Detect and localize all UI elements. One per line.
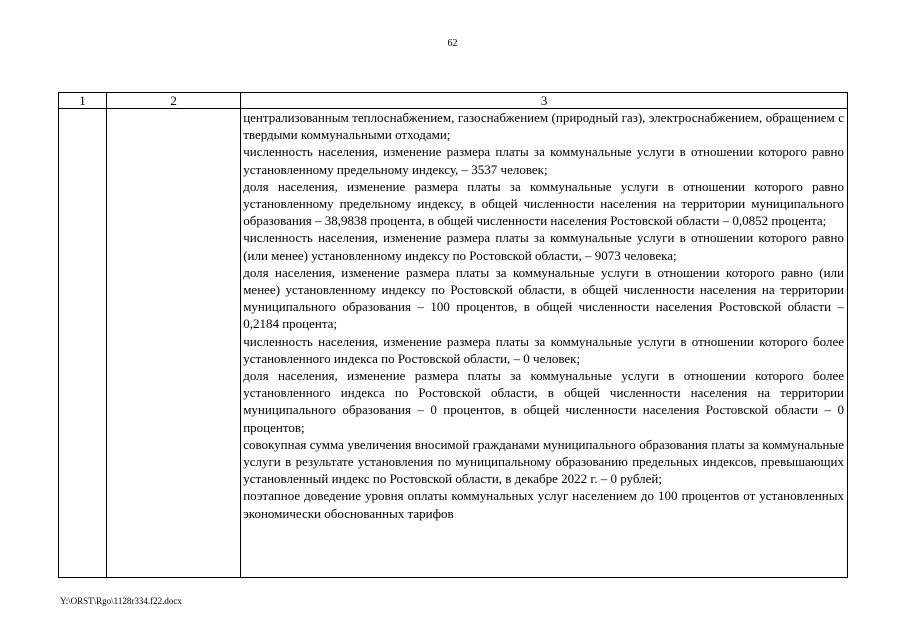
paragraph-8: совокупная сумма увеличения вносимой гражданами муниципального образования платы за коммунальные услуги в результате установления по муниципальному образованию предельных индексов, превышающих установленный индекс по Ростовской области, в декабре 2022 г. – 0 рублей; (243, 436, 844, 487)
paragraph-2: численность населения, изменение размера платы за коммунальные услуги в отношении которого равно установленному предельному индексу, – 3537 человек; (243, 144, 844, 177)
cell-col-1 (59, 109, 107, 578)
header-col-2: 2 (107, 93, 241, 109)
footer-file-path: Y:\ORST\Rgo\1128r334.f22.docx (60, 596, 182, 606)
paragraph-1: централизованным теплоснабжением, газоснабжением (природный газ), электроснабжением, обращением с твердыми коммунальными отходами; (243, 110, 844, 143)
table-row (59, 109, 848, 578)
document-table (58, 92, 848, 578)
paragraph-9: поэтапное доведение уровня оплаты коммунальных услуг населением до 100 процентов от установленных экономически обоснованных тарифов (243, 488, 844, 521)
cell-col-2 (107, 109, 241, 578)
page-number: 62 (447, 38, 458, 49)
paragraph-7: доля населения, изменение размера платы за коммунальные услуги в отношении которого более установленного индекса по Ростовской области, в общей численности населения на территории муниципального образования – 0 процентов, в общей численности населения Ростовской области – 0 процентов; (243, 368, 844, 435)
cell-col-3 (241, 109, 848, 578)
paragraph-4: численность населения, изменение размера платы за коммунальные услуги в отношении которого равно (или менее) установленному индексу по Ростовской области, – 9073 человека; (243, 230, 844, 263)
paragraph-3: доля населения, изменение размера платы за коммунальные услуги в отношении которого равно установленному предельному индексу, в общей численности населения на территории муниципального образования – 38,9838 процента, в общей численности населения Ростовской области – 0,0852 процента; (243, 178, 844, 229)
header-col-1: 1 (59, 93, 107, 109)
header-col-3: 3 (241, 93, 848, 109)
table-header-row (59, 93, 848, 109)
paragraph-6: численность населения, изменение размера платы за коммунальные услуги в отношении которого более установленного индекса по Ростовской области, – 0 человек; (243, 333, 844, 366)
paragraph-5: доля населения, изменение размера платы за коммунальные услуги в отношении которого равно (или менее) установленному индексу по Ростовской области, в общей численности населения на территории муниципального образования – 100 процентов, в общей численности населения Ростовской области – 0,2184 процента; (243, 264, 844, 332)
